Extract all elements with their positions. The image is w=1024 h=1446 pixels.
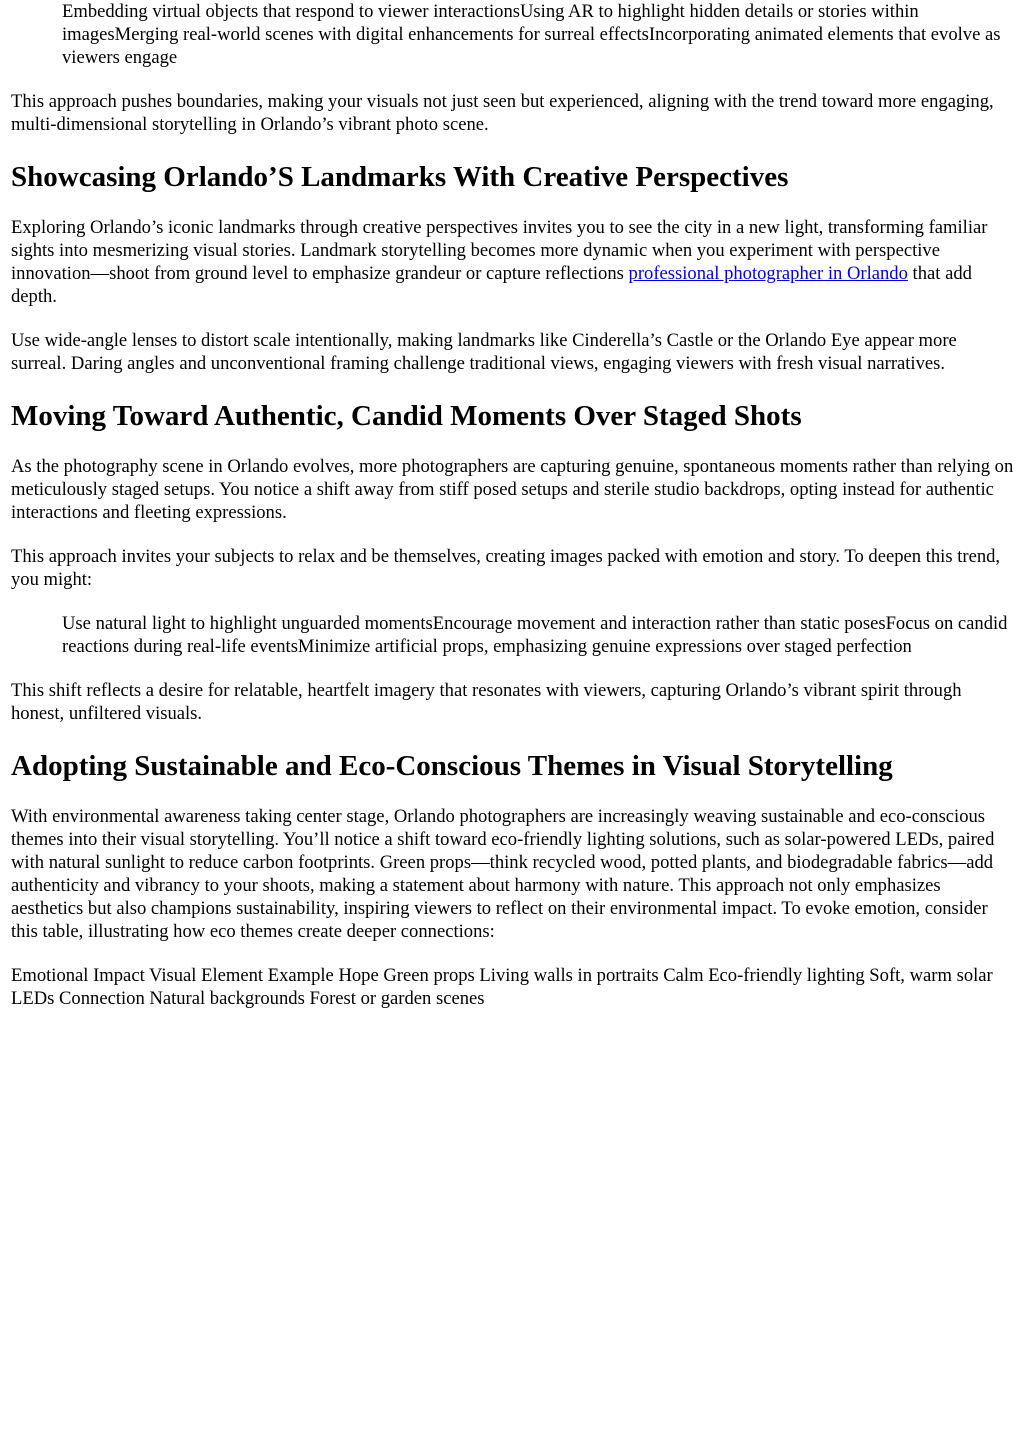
paragraph-ar-approach: This approach pushes boundaries, making your visuals not just seen but experienced, aligning with the trend toward more engaging, multi-dimensional storytelling in Orlando’s vibrant photo scene. (11, 91, 994, 135)
paragraph-candid-shift: This shift reflects a desire for relatable, heartfelt imagery that resonates with viewers, capturing Orlando’s vibrant spirit through honest, unfiltered visuals. (11, 680, 962, 724)
heading-landmarks: Showcasing Orlando’S Landmarks With Creative Perspectives (11, 161, 789, 193)
heading-sustainable-themes: Adopting Sustainable and Eco-Conscious Themes in Visual Storytelling (11, 750, 893, 782)
paragraph-landmarks-intro (11, 216, 1016, 308)
candid-tips-list: Use natural light to highlight unguarded momentsEncourage movement and interaction rather than static posesFocus on candid reactions during real-life eventsMinimize artificial props, emphasizing genuine expressions over staged perfection (62, 613, 1008, 657)
eco-themes-table-text: Emotional Impact Visual Element Example Hope Green props Living walls in portraits Calm Eco-friendly lighting Soft, warm solar LEDs Connection Natural backgrounds Forest or garden scenes (11, 965, 993, 1009)
heading-candid-moments: Moving Toward Authentic, Candid Moments Over Staged Shots (11, 400, 802, 432)
paragraph-sustainable-intro: With environmental awareness taking center stage, Orlando photographers are increasingly weaving sustainable and eco-conscious themes into their visual storytelling. You’ll notice a shift toward eco-friendly lighting solutions, such as solar-powered LEDs, paired with natural sunlight to reduce carbon footprints. Green props—think recycled wood, potted plants, and biodegradable fabrics—add authenticity and vibrancy to your shoots, making a statement about harmony with nature. This approach not only emphasizes aesthetics but also champions sustainability, inspiring viewers to reflect on their environmental impact. To evoke emotion, consider this table, illustrating how eco themes create deeper connections: (11, 806, 995, 942)
paragraph-landmarks-intro-tail: that add depth. (11, 263, 972, 307)
photographer-orlando-link[interactable]: professional photographer in Orlando (628, 263, 908, 284)
paragraph-candid-approach: This approach invites your subjects to relax and be themselves, creating images packed with emotion and story. To deepen this trend, you might: (11, 546, 1001, 590)
ar-ideas-list: Embedding virtual objects that respond to viewer interactionsUsing AR to highlight hidden details or stories within imagesMerging real-world scenes with digital enhancements for surreal effectsIncorporating animated elements that evolve as viewers engage (62, 1, 1001, 68)
paragraph-wide-angle: Use wide-angle lenses to distort scale intentionally, making landmarks like Cinderella’s Castle or the Orlando Eye appear more surreal. Daring angles and unconventional framing challenge traditional views, engaging viewers with fresh visual narratives. (11, 330, 957, 374)
paragraph-landmarks-intro-text: Exploring Orlando’s iconic landmarks through creative perspectives invites you to see the city in a new light, transforming familiar sights into mesmerizing visual stories. Landmark storytelling becomes more dynamic when you experiment with perspective innovation—shoot from ground level to emphasize grandeur or capture reflections (11, 217, 988, 284)
paragraph-candid-intro: As the photography scene in Orlando evolves, more photographers are capturing genuine, spontaneous moments rather than relying on meticulously staged setups. You notice a shift away from stiff posed setups and sterile studio backdrops, opting instead for authentic interactions and fleeting expressions. (11, 456, 1014, 523)
